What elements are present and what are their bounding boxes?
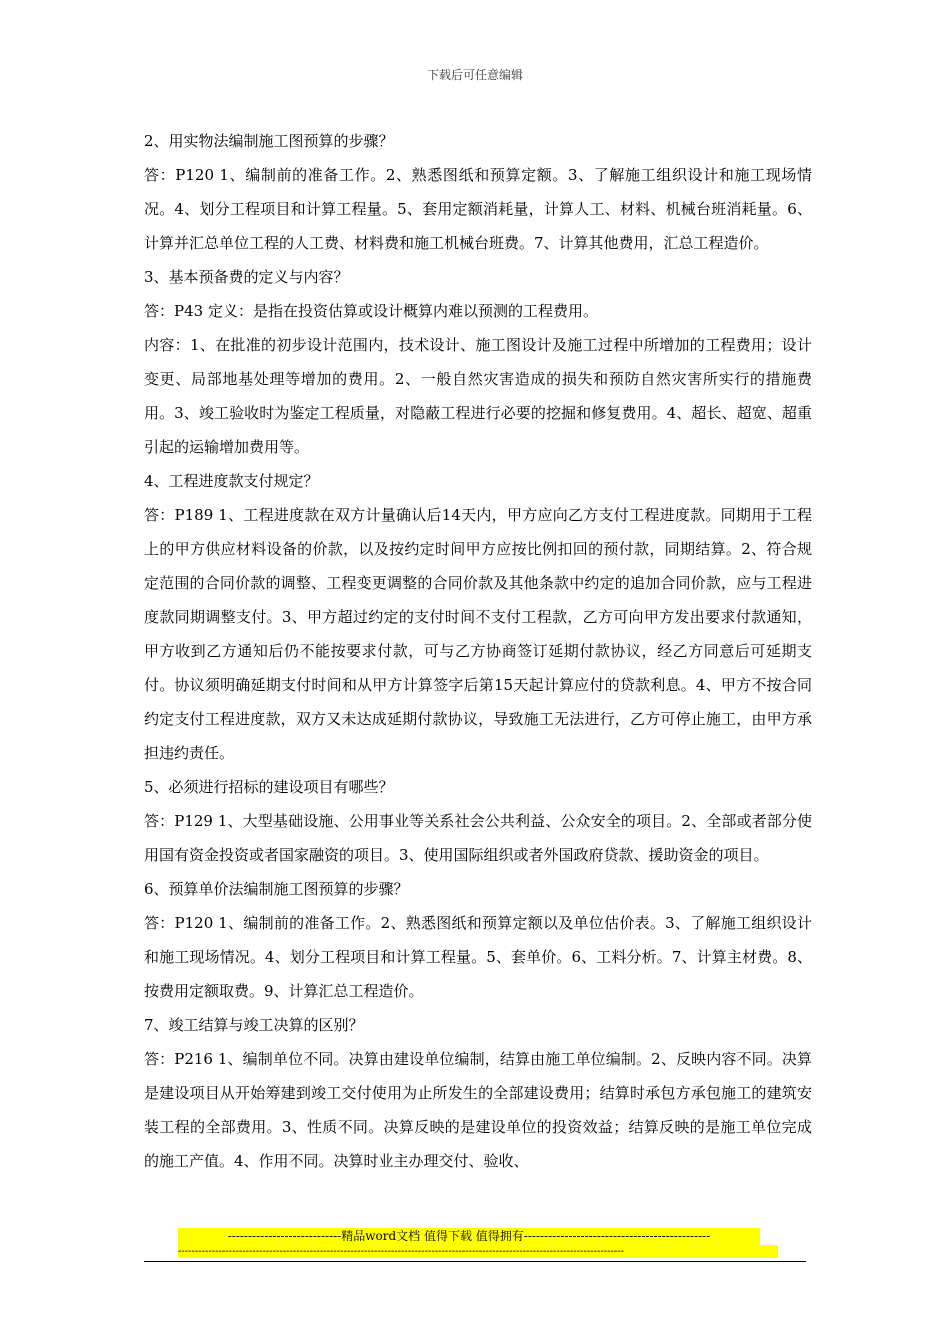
answer-3-content: 内容：1、在批准的初步设计范围内，技术设计、施工图设计及施工过程中所增加的工程费用；设计变更、局部地基处理等增加的费用。2、一般自然灾害造成的损失和预防自然灾害所实行的措施费用。3、竣工验收时为鉴定工程质量，对隐蔽工程进行必要的挖掘和修复费用。4、超长、超宽、超重引起的运输增加费用等。 (144, 336, 812, 456)
footer-divider (144, 1261, 806, 1262)
footer-banner-dashes: ------------------------------------------------------------------------------------------------------------------------------------ (178, 1245, 778, 1258)
answer-2: 答：P120 1、编制前的准备工作。2、熟悉图纸和预算定额。3、了解施工组织设计和施工现场情况。4、划分工程项目和计算工程量。5、套用定额消耗量，计算人工、材料、机械台班消耗量。6、计算并汇总单位工程的人工费、材料费和施工机械台班费。7、计算其他费用，汇总工程造价。 (144, 166, 812, 252)
question-7: 7、竣工结算与竣工决算的区别？ (144, 1016, 364, 1034)
question-4: 4、工程进度款支付规定？ (144, 472, 319, 490)
question-5: 5、必须进行招标的建设项目有哪些？ (144, 778, 394, 796)
footer-banner-text: ----------------------------精品word文档 值得下载 值得拥有---------------------------------------------- (178, 1228, 760, 1245)
question-2: 2、用实物法编制施工图预算的步骤？ (144, 132, 394, 150)
question-3: 3、基本预备费的定义与内容？ (144, 268, 349, 286)
page-header-note: 下载后可任意编辑 (426, 68, 523, 82)
answer-4: 答：P189 1、工程进度款在双方计量确认后14天内，甲方应向乙方支付工程进度款。同期用于工程上的甲方供应材料设备的价款，以及按约定时间甲方应按比例扣回的预付款，同期结算。2、符合规定范围的合同价款的调整、工程变更调整的合同价款及其他条款中约定的追加合同价款，应与工程进度款同期调整支付。3、甲方超过约定的支付时间不支付工程款，乙方可向甲方发出要求付款通知，甲方收到乙方通知后仍不能按要求付款，可与乙方协商签订延期付款协议，经乙方同意后可延期支付。协议须明确延期支付时间和从甲方计算签字后第15天起计算应付的贷款利息。4、甲方不按合同约定支付工程进度款，双方又未达成延期付款协议，导致施工无法进行，乙方可停止施工，由甲方承担违约责任。 (144, 506, 812, 762)
document-body (144, 124, 812, 1178)
answer-6: 答：P120 1、编制前的准备工作。2、熟悉图纸和预算定额以及单位估价表。3、了解施工组织设计和施工现场情况。4、划分工程项目和计算工程量。5、套单价。6、工料分析。7、计算主材费。8、按费用定额取费。9、计算汇总工程造价。 (144, 914, 812, 1000)
answer-7: 答：P216 1、编制单位不同。决算由建设单位编制，结算由施工单位编制。2、反映内容不同。决算是建设项目从开始筹建到竣工交付使用为止所发生的全部建设费用；结算时承包方承包施工的建筑安装工程的全部费用。3、性质不同。决算反映的是建设单位的投资效益；结算反映的是施工单位完成的施工产值。4、作用不同。决算时业主办理交付、验收、 (144, 1050, 812, 1170)
answer-5: 答：P129 1、大型基础设施、公用事业等关系社会公共利益、公众安全的项目。2、全部或者部分使用国有资金投资或者国家融资的项目。3、使用国际组织或者外国政府贷款、援助资金的项目。 (144, 812, 812, 864)
question-6: 6、预算单价法编制施工图预算的步骤？ (144, 880, 409, 898)
answer-3-definition: 答：P43 定义：是指在投资估算或设计概算内难以预测的工程费用。 (144, 302, 598, 320)
